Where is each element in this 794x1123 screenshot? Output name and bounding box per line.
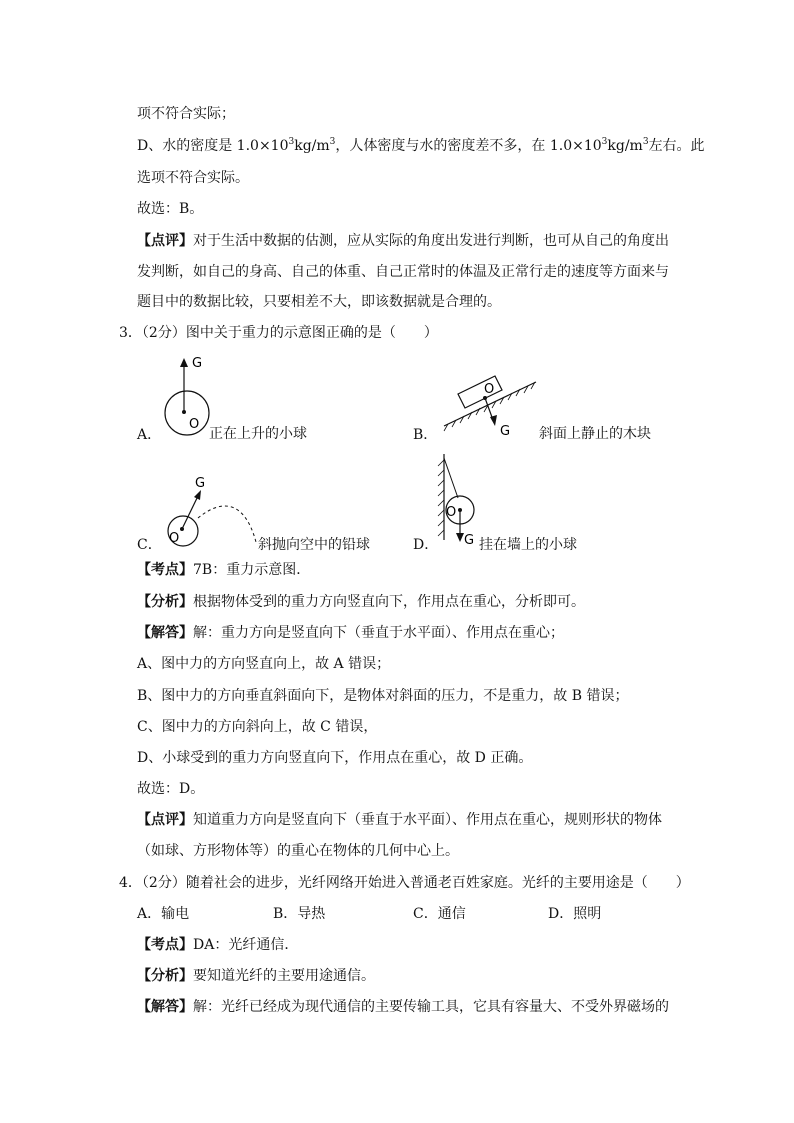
- text-line: 项不符合实际；: [137, 106, 235, 122]
- text-line: D、小球受到的重力方向竖直向下，作用点在重心，故 D 正确。: [137, 750, 533, 766]
- jieda-line: [137, 997, 669, 1017]
- kaodian-line: [137, 935, 298, 955]
- text-span: kg/m: [294, 138, 330, 154]
- center-label-O: O: [189, 417, 200, 432]
- text-line: 发判断，如自己的身高、自己的体重、自己正常时的体温及正常行走的速度等方面来与: [137, 264, 669, 280]
- jieda-line: [137, 623, 564, 643]
- text-line: B、图中力的方向垂直斜面向下，是物体对斜面的压力，不是重力，故 B 错误；: [137, 688, 629, 704]
- figure-thrown-shot: [160, 470, 270, 550]
- center-label-O: O: [484, 382, 495, 397]
- fenxi-line: [137, 592, 585, 612]
- text-span: 知道重力方向是竖直向下（垂直于水平面）、作用点在重心，规则形状的物体: [193, 812, 662, 828]
- option-caption: 挂在墙上的小球: [479, 537, 577, 553]
- text-line: 选项不符合实际。: [137, 170, 249, 186]
- question-stem: 4．（2分）随着社会的进步，光纤网络开始进入普通老百姓家庭。光纤的主要用途是（ ）: [119, 875, 690, 891]
- superscript: 3: [329, 137, 336, 147]
- text-span: D、水的密度是 1.0×10: [137, 138, 289, 154]
- figure-block-on-slope: [440, 368, 540, 443]
- figure-ball-on-wall: [432, 452, 482, 552]
- option-a: A．输电: [137, 906, 190, 922]
- section-tag: 【解答】: [137, 625, 193, 641]
- text-span: DA：光纤通信．: [193, 937, 299, 953]
- section-tag: 【分析】: [137, 594, 193, 610]
- section-tag: 【点评】: [137, 812, 193, 828]
- option-label: A．: [137, 427, 162, 443]
- option-label: D．: [413, 537, 439, 553]
- center-label-O: O: [446, 505, 457, 520]
- fenxi-line: [137, 966, 375, 986]
- text-line: [137, 136, 705, 156]
- option-caption: 正在上升的小球: [209, 426, 307, 442]
- text-line: 题目中的数据比较，只要相差不大，即该数据就是合理的。: [137, 294, 501, 310]
- text-line: （如球、方形物体等）的重心在物体的几何中心上。: [137, 843, 459, 859]
- question-stem: 3．（2分）图中关于重力的示意图正确的是（ ）: [119, 325, 438, 341]
- section-tag: 【解答】: [137, 999, 193, 1015]
- option-d: D．照明: [548, 906, 602, 922]
- section-tag: 【考点】: [137, 937, 193, 953]
- section-tag: 【点评】: [137, 233, 193, 249]
- text-span: 7B：重力示意图．: [193, 562, 311, 578]
- comment-line: [137, 231, 669, 251]
- option-c: C．通信: [413, 906, 466, 922]
- option-b: B．导热: [273, 906, 326, 922]
- kaodian-line: [137, 560, 310, 580]
- text-span: kg/m: [607, 138, 643, 154]
- force-label-G: G: [464, 533, 475, 548]
- text-span: 根据物体受到的重力方向竖直向下，作用点在重心，分析即可。: [193, 594, 585, 610]
- center-label-O: O: [169, 531, 180, 546]
- force-label-G: G: [500, 424, 511, 439]
- text-span: 左右。此: [648, 138, 705, 154]
- answer-line: 故选：D。: [137, 781, 205, 797]
- option-caption: 斜抛向空中的铅球: [258, 537, 370, 553]
- section-tag: 【考点】: [137, 562, 193, 578]
- superscript: 3: [288, 137, 295, 147]
- option-label: B．: [413, 427, 438, 443]
- superscript: 3: [642, 137, 649, 147]
- text-span: 对于生活中数据的估测，应从实际的角度出发进行判断，也可从自己的角度出: [193, 233, 669, 249]
- text-span: 要知道光纤的主要用途通信。: [193, 968, 375, 984]
- comment-line: [137, 810, 662, 830]
- text-line: 故选：B。: [137, 201, 204, 217]
- option-caption: 斜面上静止的木块: [539, 426, 651, 442]
- text-line: A、图中力的方向竖直向上，故 A 错误；: [137, 656, 391, 672]
- text-span: 解：光纤已经成为现代通信的主要传输工具，它具有容量大、不受外界磁场的: [193, 999, 669, 1015]
- figure-rising-ball: [155, 350, 215, 440]
- section-tag: 【分析】: [137, 968, 193, 984]
- text-line: C、图中力的方向斜向上，故 C 错误，: [137, 719, 378, 735]
- option-label: C．: [137, 537, 162, 553]
- superscript: 3: [601, 137, 608, 147]
- text-span: 解：重力方向是竖直向下（垂直于水平面）、作用点在重心；: [193, 625, 564, 641]
- force-label-G: G: [192, 356, 203, 371]
- text-span: ，人体密度与水的密度差不多，在 1.0×10: [335, 138, 602, 154]
- force-label-G: G: [195, 476, 206, 491]
